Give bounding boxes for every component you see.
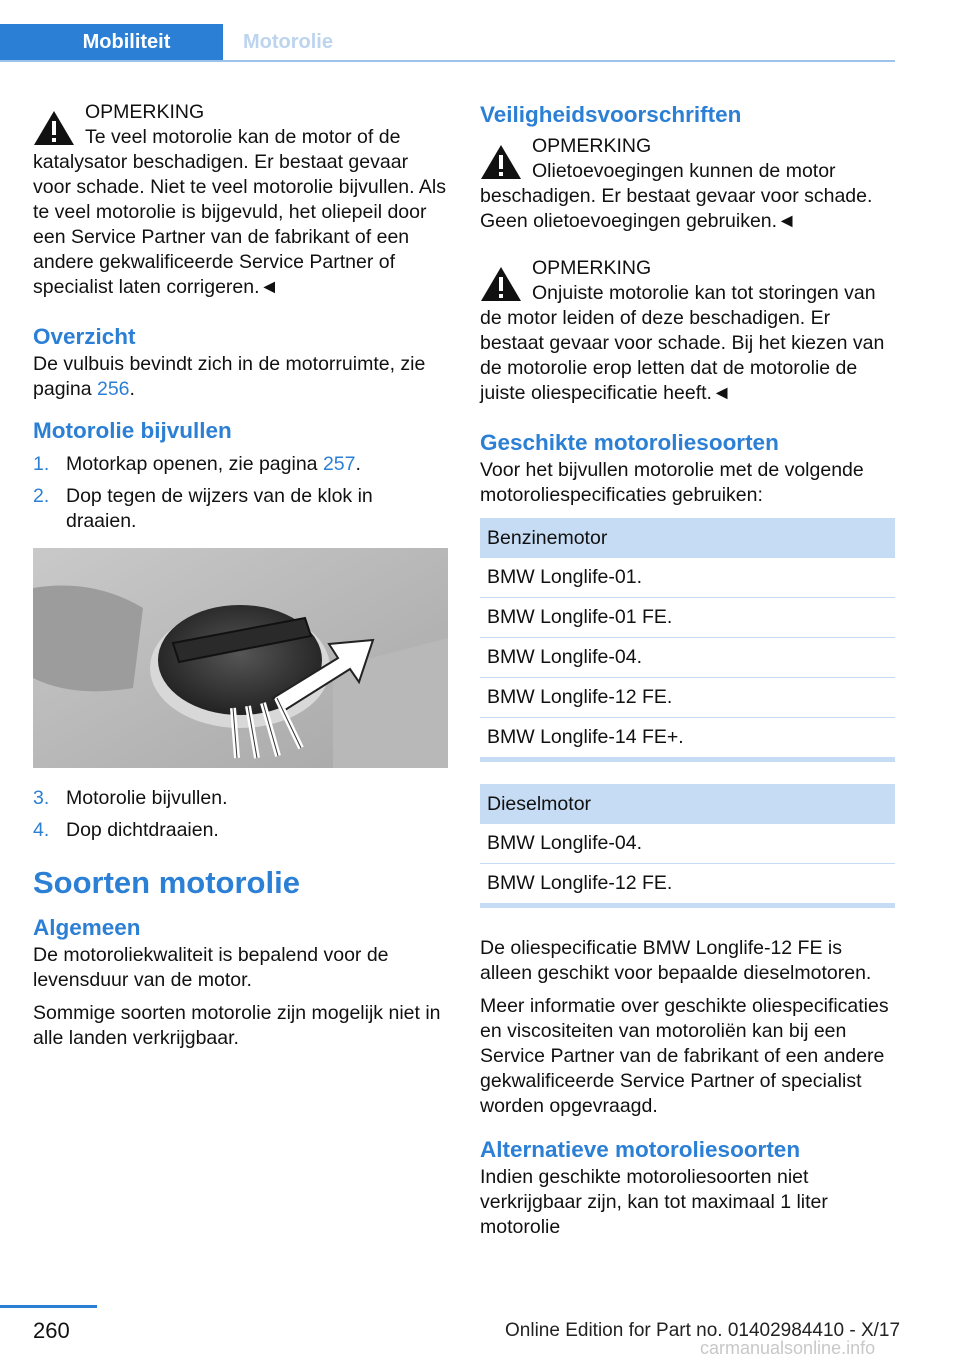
note-title: OPMERKING [85,101,205,123]
soorten-paragraph-2: Sommige soorten motorolie zijn mogelijk niet in alle landen verkrijgbaar. [33,1002,441,1049]
more-info-paragraph: Meer informatie over geschikte oliespecificaties en viscositeiten van motoroliën kan bij een Service Partner van de fabrikant of een andere gekwalificeerde Service Partner of specialist worden opgevraagd. [480,995,889,1117]
table-row: BMW Longlife-01 FE. [480,598,895,638]
steps-list-a [33,452,448,534]
note-text: Olietoevoegingen kunnen de motor beschadigen. Er bestaat gevaar voor schade. Geen olietoevoegingen gebruiken.◄ [480,160,873,232]
warning-triangle-icon [480,266,522,302]
warning-note-3 [480,256,895,406]
list-item: 1. Motorkap openen, zie pagina 257. [33,453,361,475]
table-row: BMW Longlife-01. [480,558,895,598]
warning-triangle-icon [33,110,75,146]
header-rule [0,60,895,62]
soorten-paragraph-1: De motoroliekwaliteit is bepalend voor de levensduur van de motor. [33,944,389,991]
edition-text: Online Edition for Part no. 01402984410 - X/17 [505,1320,901,1341]
overzicht-text: De vulbuis bevindt zich in de motorruimte, zie pagina 256. [33,353,426,400]
heading-bijvullen: Motorolie bijvullen [33,418,232,443]
steps-list-b [33,786,448,843]
heading-algemeen: Algemeen [33,915,141,940]
table-bottom-rule [480,757,895,762]
right-column [480,100,895,1240]
table-header: Dieselmotor [480,784,895,824]
section-alternatief [480,1135,895,1240]
table-row: BMW Longlife-14 FE+. [487,726,684,748]
table-row: BMW Longlife-12 FE. [487,872,673,894]
list-item: 2. Dop tegen de wijzers van de klok in draaien. [33,485,373,532]
page-link-257[interactable]: 257 [322,453,356,475]
heading-soorten: Soorten motorolie [33,865,300,900]
list-item: 4. Dop dichtdraaien. [33,819,219,841]
left-column [33,100,448,1051]
page-header [0,24,895,62]
note-text: Te veel motorolie kan de motor of de katalysator beschadigen. Er bestaat gevaar voor schade. Niet te veel motorolie bijvullen. Als te veel motorolie is bijgevuld, het oliepeil door een Service Partner van de fabrikant of een andere gekwalificeerde Service Partner of specialist laten corrigeren.◄ [33,126,446,298]
section-overzicht [33,322,448,402]
oil-cap-photo [33,548,448,768]
diesel-note-paragraph: De oliespecificatie BMW Longlife-12 FE is alleen geschikt voor bepaalde dieselmotoren. [480,937,872,984]
heading-alternatief: Alternatieve motoroliesoorten [480,1137,801,1162]
page-link-256[interactable]: 256 [96,378,130,400]
note-text: Onjuiste motorolie kan tot storingen van de motor leiden of deze beschadigen. Er bestaat gevaar voor schade. Bij het kiezen van de motorolie erop letten dat de motorolie de juiste oliespecificatie heeft.◄ [480,282,885,404]
footer-rule [0,1305,97,1308]
section-geschikt [480,428,895,508]
section-soorten [33,863,448,1051]
geschikt-text: Voor het bijvullen motorolie met de volgende motoroliespecificaties gebruiken: [480,459,864,506]
note-title: OPMERKING [532,135,652,157]
heading-geschikt: Geschikte motoroliesoorten [480,430,779,455]
watermark: carmanualsonline.info [700,1338,876,1358]
table-row: BMW Longlife-12 FE. [480,678,895,718]
note-title: OPMERKING [532,257,652,279]
page-number: 260 [33,1318,70,1343]
heading-overzicht: Overzicht [33,324,136,349]
list-item: 3. Motorolie bijvullen. [33,787,228,809]
alternatief-text: Indien geschikte motoroliesoorten niet verkrijgbaar zijn, kan tot maximaal 1 liter motorolie [480,1166,828,1238]
table-benzinemotor [480,518,895,762]
table-row: BMW Longlife-04. [480,638,895,678]
warning-note-1 [33,100,448,300]
warning-triangle-icon [480,144,522,180]
tab-mobiliteit[interactable]: Mobiliteit [0,24,223,60]
table-header: Benzinemotor [480,518,895,558]
table-row: BMW Longlife-04. [480,824,895,864]
heading-veiligheid: Veiligheidsvoorschriften [480,102,742,127]
section-bijvullen [33,416,448,843]
table-bottom-rule [480,903,895,908]
warning-note-2 [480,134,895,234]
tab-motorolie[interactable]: Motorolie [243,30,333,53]
table-dieselmotor [480,784,895,908]
